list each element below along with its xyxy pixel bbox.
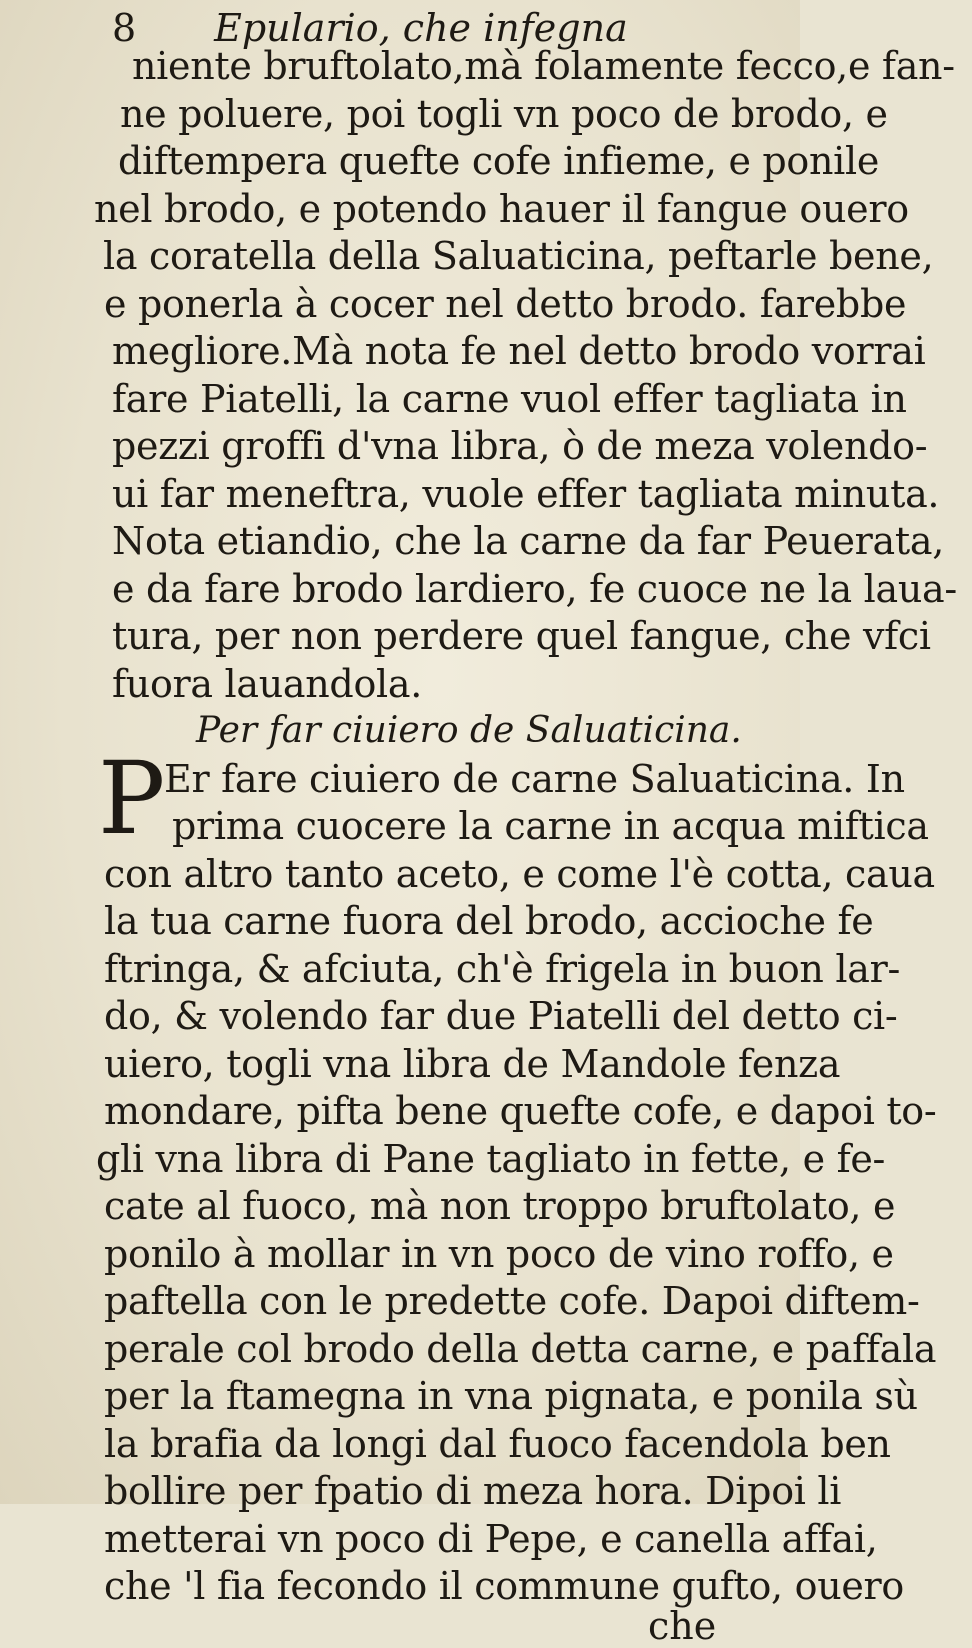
text-line: cate al fuoco, mà non troppo bruftolato, e xyxy=(104,1184,896,1228)
text-line: megliore.Mà nota fe nel detto brodo vorrai xyxy=(112,329,926,373)
section-title: Per far ciuiero de Saluaticina. xyxy=(196,710,742,751)
text-line: uiero, togli vna libra de Mandole fenza xyxy=(104,1041,841,1086)
text-line: ponilo à mollar in vn poco de vino roffo, e xyxy=(104,1231,894,1276)
text-line: per la ftamegna in vna pignata, e ponila sù xyxy=(104,1374,918,1418)
text-line: prima cuocere la carne in acqua miftica xyxy=(172,804,929,848)
text-line: Nota etiandio, che la carne da far Peuerata, xyxy=(112,519,945,563)
text-line: nel brodo, e potendo hauer il fangue ouero xyxy=(94,186,909,231)
text-line: e ponerla à cocer nel detto brodo. farebbe xyxy=(104,281,907,326)
text-line: ui far meneftra, vuole effer tagliata minuta. xyxy=(112,471,940,516)
text-line: la coratella della Saluaticina, peftarle bene, xyxy=(103,234,934,278)
text-line: niente bruftolato,mà folamente fecco,e fan- xyxy=(132,44,955,88)
drop-cap: P xyxy=(98,739,166,857)
text-line: Er fare ciuiero de carne Saluaticina. In xyxy=(164,756,905,801)
text-line: gli vna libra di Pane tagliato in fette, e fe- xyxy=(96,1136,886,1181)
text-line: perale col brodo della detta carne, e paffala xyxy=(104,1326,937,1371)
text-line: bollire per fpatio di meza hora. Dipoi li xyxy=(104,1469,842,1513)
text-line: la brafia da longi dal fuoco facendola ben xyxy=(104,1421,891,1466)
text-line: e da fare brodo lardiero, fe cuoce ne la laua- xyxy=(112,566,957,611)
text-line: fuora lauandola. xyxy=(112,661,423,706)
text-line: che 'l fia fecondo il commune gufto, ouero xyxy=(104,1564,905,1608)
text-line: paftella con le predette cofe. Dapoi diftem- xyxy=(104,1279,920,1323)
text-line: metterai vn poco di Pepe, e canella affai, xyxy=(104,1516,878,1561)
catchword: che xyxy=(648,1603,717,1648)
text-line: ftringa, & afciuta, ch'è frigela in buon lar- xyxy=(104,946,900,991)
page-number: 8 xyxy=(112,6,137,50)
running-title: Epulario, che infegna xyxy=(214,6,628,50)
text-line: la tua carne fuora del brodo, accioche fe xyxy=(104,899,874,943)
text-line: tura, per non perdere quel fangue, che vfci xyxy=(112,614,931,658)
text-line: diftempera quefte cofe infieme, e ponile xyxy=(118,139,880,183)
text-line: do, & volendo far due Piatelli del detto ci- xyxy=(104,994,898,1038)
text-line: fare Piatelli, la carne vuol effer tagliata in xyxy=(112,376,907,421)
text-line: ne poluere, poi togli vn poco de brodo, e xyxy=(120,91,888,136)
text-line: pezzi groffi d'vna libra, ò de meza volendo- xyxy=(112,424,928,468)
text-line: con altro tanto aceto, e come l'è cotta, caua xyxy=(104,851,935,896)
text-line: mondare, pifta bene quefte cofe, e dapoi to- xyxy=(104,1089,937,1133)
